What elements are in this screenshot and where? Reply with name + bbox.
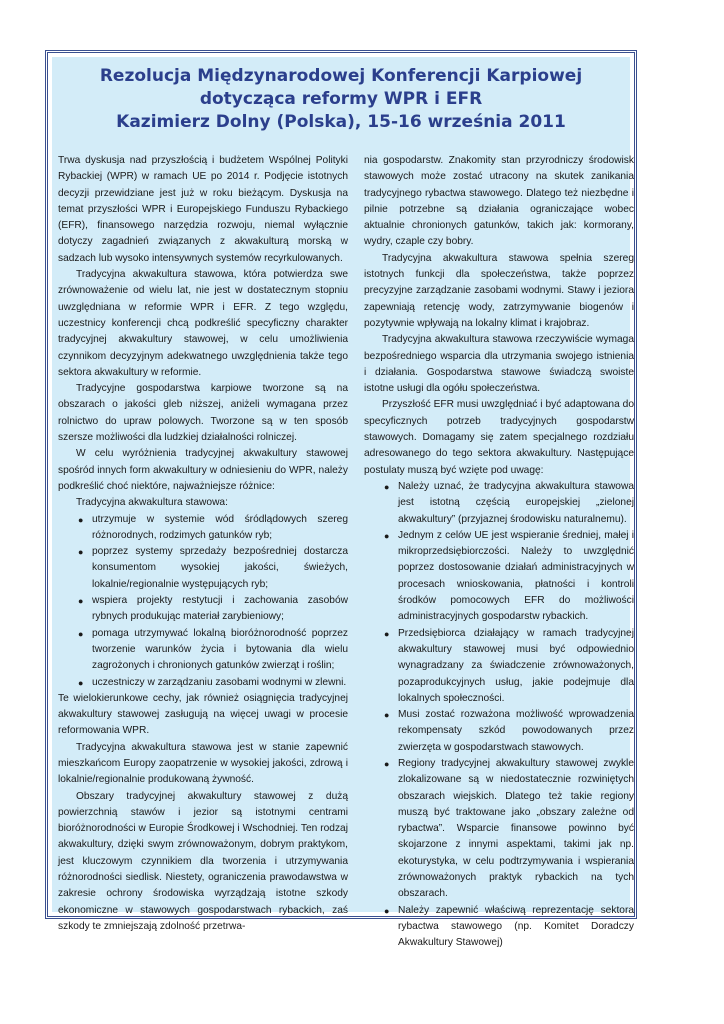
bullet-list (364, 479, 634, 952)
list-item: ● utrzymuje w systemie wód śródlądowych szereg różnorodnych, rodzimych gatunków ryb; (78, 513, 348, 541)
resolution-body (52, 145, 634, 949)
list-item: ● poprzez systemy sprzedaży bezpośredniej dostarcza konsumentom wysokiej jakości, świeżych, lokalnie/regionalnie występujących ryb; (78, 546, 348, 590)
title-line-2: dotycząca reformy WPR i EFR (199, 89, 483, 109)
paragraph: Tradycyjna akwakultura stawowa rzeczywiście wymaga bezpośredniego wsparcia dla utrzymania swojego istnienia i działania. Gospodarstwa stawowe świadczą swoiste istotne usługi dla ogółu społeczeństwa. (364, 334, 634, 395)
paragraph: Trwa dyskusja nad przyszłością i budżetem Wspólnej Polityki Rybackiej (WPR) w ramach UE po 2014 r. Podjęcie istotnych decyzji przewidziane jest już w roku bieżącym. Dyskusja na temat przyszłości WPR i Europejskiego Funduszu Rybackiego (EFR), finansowego narzędzia rozwoju, niemal wyłącznie dotyczy zagadnień związanych z akwakulturą morską w sadzach lub wysoko intensywnych systemów recyrkulowanych. (58, 155, 348, 264)
paragraph: Przyszłość EFR musi uwzględniać i być adaptowana do specyficznych potrzeb tradycyjnych gospodarstw stawowych. Domagamy się zatem specjalnego rozdziału adresowanego do tego sektora akwakultury. Następujące postulaty muszą być wzięte pod uwagę: (364, 399, 634, 476)
title-line-3: Kazimierz Dolny (Polska), 15-16 września 2011 (116, 112, 566, 132)
paragraph: Tradycyjne gospodarstwa karpiowe tworzone są na obszarach o jakości gleb niższej, aniżeli wymagana przez rolnictwo do upraw polowych. Tworzone są w ten sposób szersze możliwości dla ludzkiej działalności rolniczej. (58, 383, 348, 444)
bullet-icon: ● (78, 514, 84, 525)
bullet-icon: ● (78, 677, 84, 688)
bullet-icon: ● (78, 596, 84, 607)
bullet-icon: ● (384, 481, 390, 492)
paragraph: W celu wyróżnienia tradycyjnej akwakultury stawowej spośród innych form akwakultury w odniesieniu do WPR, należy podkreślić choć niektóre, najważniejsze różnice: (58, 448, 348, 492)
paragraph: Tradycyjna akwakultura stawowa, która potwierdza swe zrównoważenie od wielu lat, nie jest w dostatecznym stopniu uwzględniana w reformie WPR i EFR. Z tego względu, uczestnicy konferencji chcą podkreślić specyficzny charakter tradycyjnej akwakultury stawowej, w celu umożliwienia czynnikom decyzyjnym adekwatnego uwzględnienia także tego sektora akwakultury w reformie. (58, 269, 348, 378)
list-item: ● Należy zapewnić właściwą reprezentację sektora rybactwa stawowego (np. Komitet Doradczy Akwakultury Stawowej) (384, 904, 634, 949)
paragraph: nia gospodarstw. Znakomity stan przyrodniczy środowisk stawowych może zostać utracony na skutek zanikania tradycyjnego rybactwa stawowego. Dlatego też niezbędne i pilnie potrzebne są działania ograniczające wobec aktualnie chronionych gatunków, takich jak: kormorany, wydry, czaple czy bobry. (364, 155, 634, 248)
list-item: ● Regiony tradycyjnej akwakultury stawowej zwykle zlokalizowane są w niedostatecznie rozwiniętych obszarach wiejskich. Dlatego też takie regiony muszą być traktowane jako „obszary zależne od rybactwa”. Wsparcie finansowe powinno być skojarzone z innymi aspektami, takimi jak np. ekoturystyka, w celu podtrzymywania i wspierania zrównoważonych praktyk rybackich na tych obszarach. (384, 757, 634, 900)
left-column (58, 153, 348, 935)
bullet-icon: ● (78, 547, 84, 558)
list-item: ● Jednym z celów UE jest wspieranie średniej, małej i mikroprzedsiębiorczości. Należy to uwzględnić poprzez dostosowanie działań administracyjnych w procesach wnioskowania, płatności i kontroli środków pomocowych EFR do możliwości administracyjnych gospodarstw rybackich. (384, 529, 634, 623)
list-item: ● Musi zostać rozważona możliwość wprowadzenia rekompensaty szkód powodowanych przez zwierzęta w gospodarstwach stawowych. (384, 709, 634, 753)
bullet-icon: ● (384, 628, 390, 639)
list-label: Tradycyjna akwakultura stawowa: (76, 497, 228, 509)
list-item: ● Przedsiębiorca działający w ramach tradycyjnej akwakultury stawowej musi być odpowiednio wynagradzany za świadczenie zrównoważonych, pozaprodukcyjnych usług, jakie podejmuje dla lokalnych społeczności. (384, 627, 634, 704)
title-block (52, 57, 630, 145)
page-frame (45, 50, 637, 949)
list-item: ● wspiera projekty restytucji i zachowania zasobów rybnych produkując materiał zarybieniowy; (78, 595, 348, 623)
paragraph: Tradycyjna akwakultura stawowa spełnia szereg istotnych funkcji dla społeczeństwa, także poprzez precyzyjne zarządzanie zasobami wodnymi. Stawy i jeziora zapewniają retencję wody, zatrzymywanie biogenów i pozytywnie wpływają na lokalny klimat i krajobraz. (364, 252, 634, 329)
bullet-icon: ● (384, 710, 390, 721)
list-item: ● pomaga utrzymywać lokalną bioróżnorodność poprzez tworzenie warunków życia i bytowania dla wielu zagrożonych i chronionych gatunków zwierząt i roślin; (78, 627, 348, 672)
paragraph: Obszary tradycyjnej akwakultury stawowej z dużą powierzchnią stawów i jezior są istotnymi centrami bioróżnorodności w Europie Środkowej i Wschodniej. Ten rodzaj akwakultury, dzięki swym zrównoważonym, dobrym praktykom, jest kluczowym czynnikiem dla tworzenia i utrzymywania różnorodności siedlisk. Niestety, ograniczenia prawodawstwa w zakresie ochrony środowiska wyrządzają istotne szkody ekonomiczne w stawowych gospodarstwach rybackich, zaś szkody te zmniejszają zdolność przetrwa- (58, 790, 348, 932)
bullet-icon: ● (384, 905, 390, 916)
bullet-icon: ● (384, 758, 390, 769)
list-item: ● Należy uznać, że tradycyjna akwakultura stawowa jest istotną częścią europejskiej „zielonej akwakultury” (przyjaznej środowisku naturalnemu). (384, 480, 634, 525)
bullet-icon: ● (78, 628, 84, 639)
title-line-1: Rezolucja Międzynarodowej Konferencji Karpiowej (99, 66, 583, 86)
bullet-list (58, 512, 348, 691)
list-item: ● uczestniczy w zarządzaniu zasobami wodnymi w zlewni. (58, 675, 348, 691)
paragraph: Tradycyjna akwakultura stawowa jest w stanie zapewnić mieszkańcom Europy zaopatrzenie w wysokiej jakości, zdrową i lokalnie/regionalnie produkowaną żywność. (58, 741, 348, 786)
paragraph: Te wielokierunkowe cechy, jak również osiągnięcia tradycyjnej akwakultury stawowej zasługują na więcej uwagi w procesie reformowania WPR. (58, 692, 348, 737)
right-column (364, 153, 634, 952)
bullet-icon: ● (384, 530, 390, 541)
